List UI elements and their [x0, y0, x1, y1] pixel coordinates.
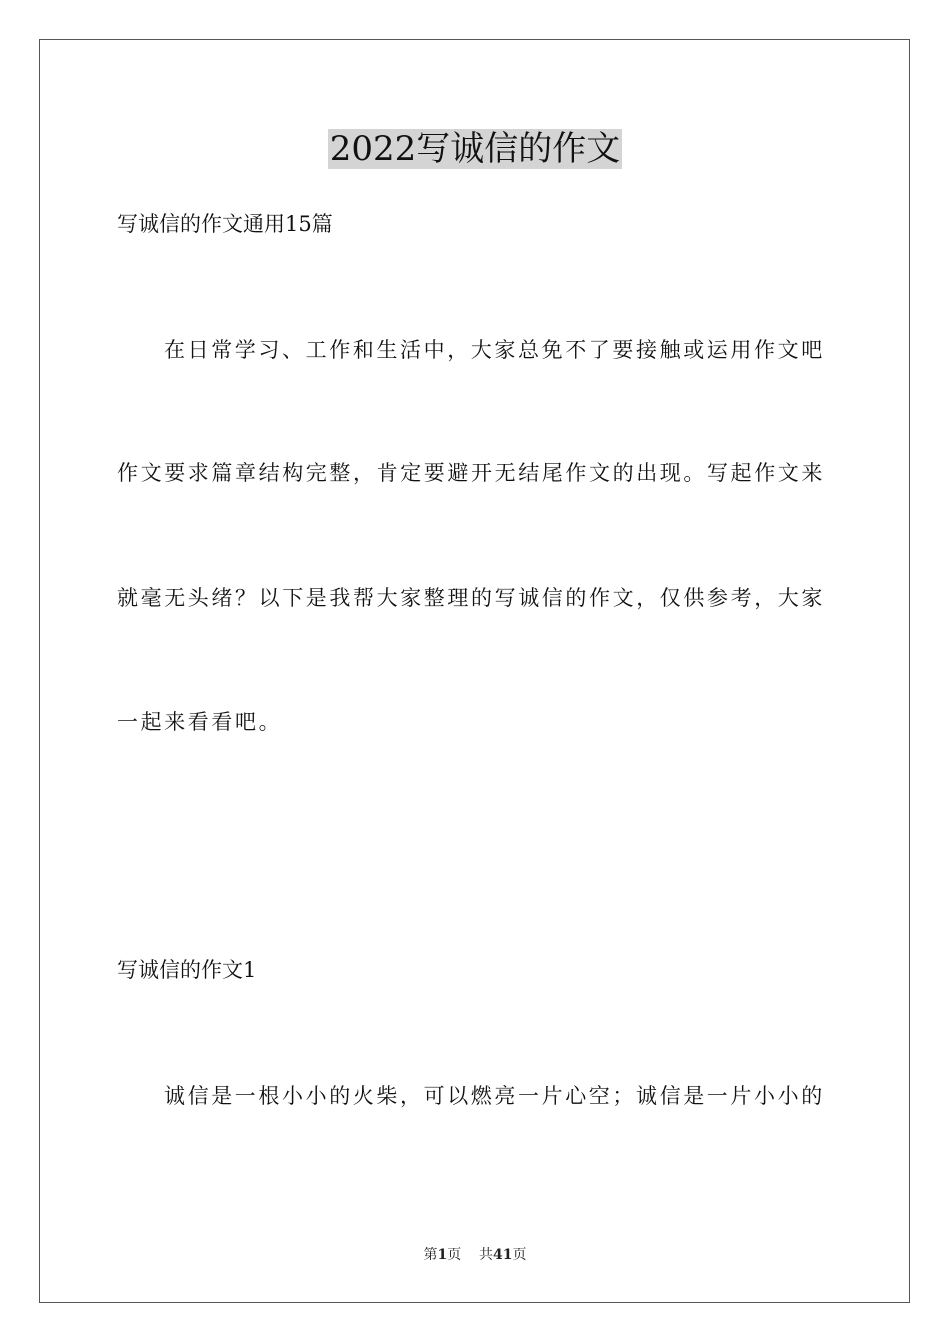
footer-page-number: 1	[437, 1247, 448, 1263]
page-footer	[0, 1245, 950, 1265]
intro-line: 作文要求篇章结构完整，肯定要避开无结尾作文的出现。写起作文来	[117, 461, 825, 485]
intro-line: 在日常学习、工作和生活中，大家总免不了要接触或运用作文吧	[164, 338, 825, 362]
footer-total-pages: 41	[493, 1247, 513, 1263]
section-heading: 写诚信的作文1	[117, 958, 257, 982]
intro-line: 就毫无头绪？以下是我帮大家整理的写诚信的作文，仅供参考，大家	[117, 586, 825, 610]
footer-page-suffix: 页	[447, 1247, 462, 1263]
footer-total-prefix: 共	[479, 1247, 494, 1263]
document-title	[0, 127, 950, 171]
footer-page-prefix: 第	[423, 1247, 438, 1263]
document-title-text: 2022写诚信的作文	[329, 129, 621, 169]
section-line: 诚信是一根小小的火柴，可以燃亮一片心空；诚信是一片小小的	[164, 1084, 825, 1108]
intro-line: 一起来看看吧。	[117, 710, 283, 734]
footer-total-suffix: 页	[512, 1247, 527, 1263]
document-subtitle: 写诚信的作文通用15篇	[117, 212, 333, 236]
